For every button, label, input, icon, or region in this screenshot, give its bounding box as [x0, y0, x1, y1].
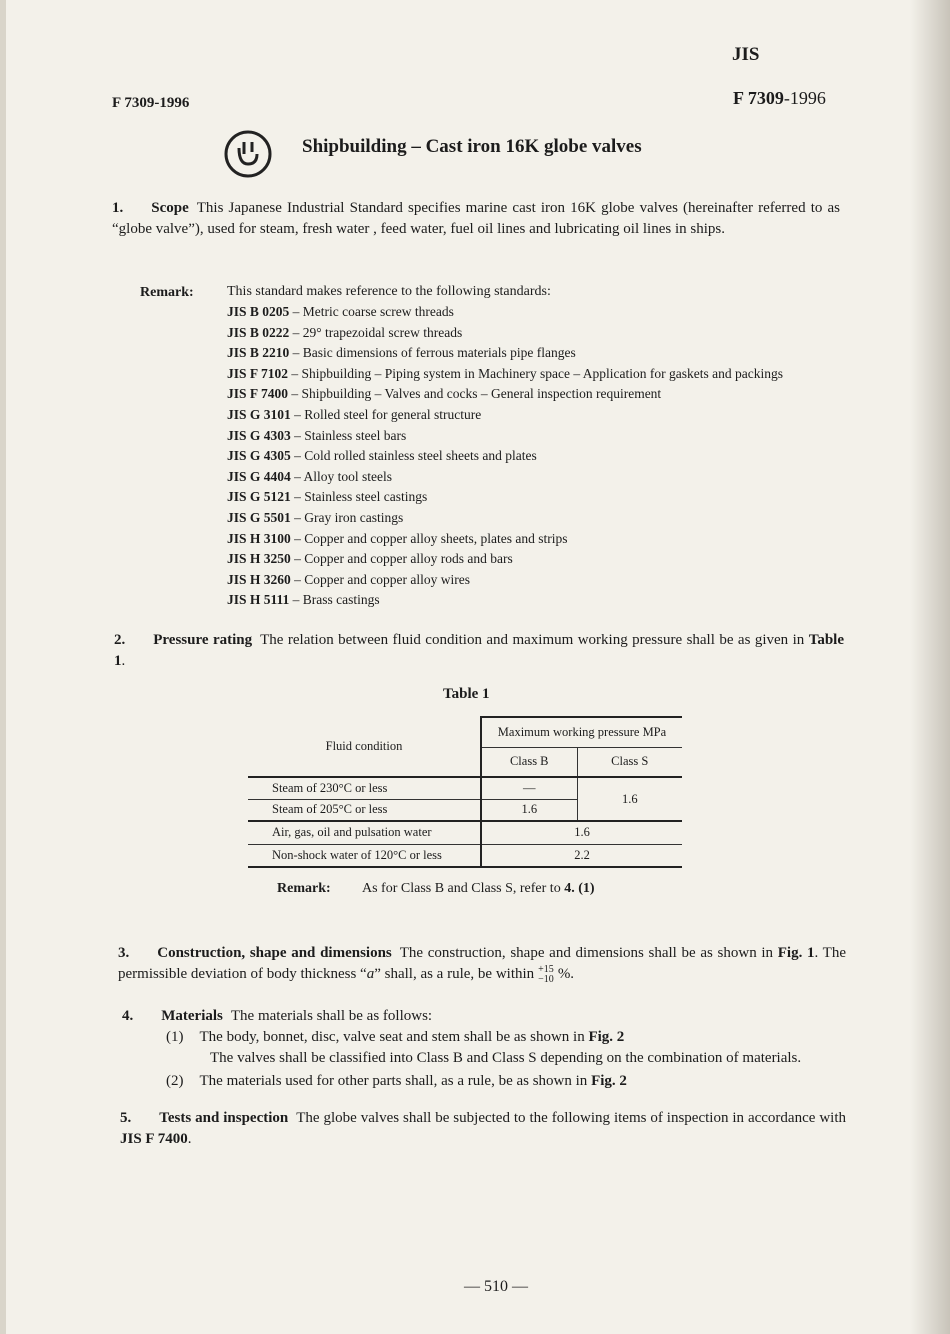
header-standard-code-left: F 7309-1996	[112, 95, 190, 111]
table-cell-class-s: 1.6	[577, 777, 682, 821]
header-standard-code: F 7309-1996	[733, 88, 826, 108]
table-row-fluid: Non-shock water of 120°C or less	[248, 844, 481, 867]
reference-item: JIS B 0222 – 29° trapezoidal screw threads	[227, 324, 463, 340]
table-row-fluid: Steam of 230°C or less	[248, 777, 481, 799]
jis-mark-icon	[222, 128, 274, 180]
reference-item: JIS F 7400 – Shipbuilding – Valves and cocks – General inspection requirement	[227, 386, 662, 402]
remark-label: Remark:	[140, 285, 194, 300]
remark-intro: This standard makes reference to the following standards:	[227, 284, 551, 299]
reference-item: JIS G 5121 – Stainless steel castings	[227, 489, 428, 505]
reference-item: JIS G 5501 – Gray iron castings	[227, 509, 404, 525]
reference-item: JIS G 4404 – Alloy tool steels	[227, 468, 393, 484]
page-number: — 510 —	[464, 1278, 528, 1295]
header-class-b: Class B	[481, 747, 577, 777]
page-binding-shadow	[910, 0, 950, 1334]
reference-item: JIS H 5111 – Brass castings	[227, 592, 380, 608]
section-materials: 4. Materials The materials shall be as follows: (1) The body, bonnet, disc, valve seat and stem shall be as shown in Fig. 2 The valves shall be classified into Class B and Class S depending on the combination of materials. (2) The materials used for other parts shall, as a rule, be as shown in Fig. 2	[122, 1008, 802, 1089]
document-title: Shipbuilding – Cast iron 16K globe valves	[302, 136, 642, 157]
reference-item: JIS B 2210 – Basic dimensions of ferrous materials pipe flanges	[227, 345, 576, 361]
reference-item: JIS F 7102 – Shipbuilding – Piping system in Machinery space – Application for gaskets and packings	[227, 365, 783, 381]
reference-item: JIS B 0205 – Metric coarse screw threads	[227, 304, 454, 319]
header-max-pressure: Maximum working pressure MPa	[481, 717, 682, 747]
header-class-s: Class S	[577, 747, 682, 777]
reference-item: JIS G 4303 – Stainless steel bars	[227, 427, 407, 443]
reference-list	[227, 304, 783, 613]
table-cell-both: 1.6	[481, 821, 682, 844]
section-scope: 1. Scope This Japanese Industrial Standard specifies marine cast iron 16K globe valves (hereinafter referred to as “globe valve”), used for steam, fresh water , feed water, fuel oil lines and lubricating oil lines in ships.	[112, 200, 840, 237]
tolerance-fraction: +15 −10	[538, 963, 554, 985]
reference-item: JIS H 3260 – Copper and copper alloy wires	[227, 571, 470, 587]
table-row-fluid: Steam of 205°C or less	[248, 799, 481, 821]
table-cell-both: 2.2	[481, 844, 682, 867]
reference-item: JIS G 3101 – Rolled steel for general structure	[227, 406, 482, 422]
table-row-fluid: Air, gas, oil and pulsation water	[248, 821, 481, 844]
reference-item: JIS H 3100 – Copper and copper alloy sheets, plates and strips	[227, 530, 568, 546]
section-construction: 3. Construction, shape and dimensions The construction, shape and dimensions shall be as shown in Fig. 1. The permissible deviation of body thickness “a” shall, as a rule, be within +15 −10 %.	[118, 945, 846, 985]
table-title: Table 1	[443, 686, 490, 702]
header-fluid-condition: Fluid condition	[325, 739, 403, 753]
reference-item: JIS G 4305 – Cold rolled stainless steel sheets and plates	[227, 448, 537, 464]
table-remark-text: As for Class B and Class S, refer to 4. (1)	[362, 881, 595, 896]
section-tests: 5. Tests and inspection The globe valves shall be subjected to the following items of inspection in accordance with JIS F 7400.	[120, 1110, 846, 1147]
page-left-edge	[0, 0, 6, 1334]
header-jis: JIS	[732, 44, 760, 65]
section-pressure-rating: 2. Pressure rating The relation between fluid condition and maximum working pressure shall be as given in Table 1.	[114, 632, 844, 669]
title-block	[222, 128, 642, 180]
table-remark-label: Remark:	[277, 881, 331, 896]
reference-item: JIS H 3250 – Copper and copper alloy rods and bars	[227, 551, 513, 567]
table-cell-class-b: 1.6	[481, 799, 577, 821]
pressure-table	[248, 716, 682, 868]
table-cell-class-b: —	[481, 777, 577, 799]
